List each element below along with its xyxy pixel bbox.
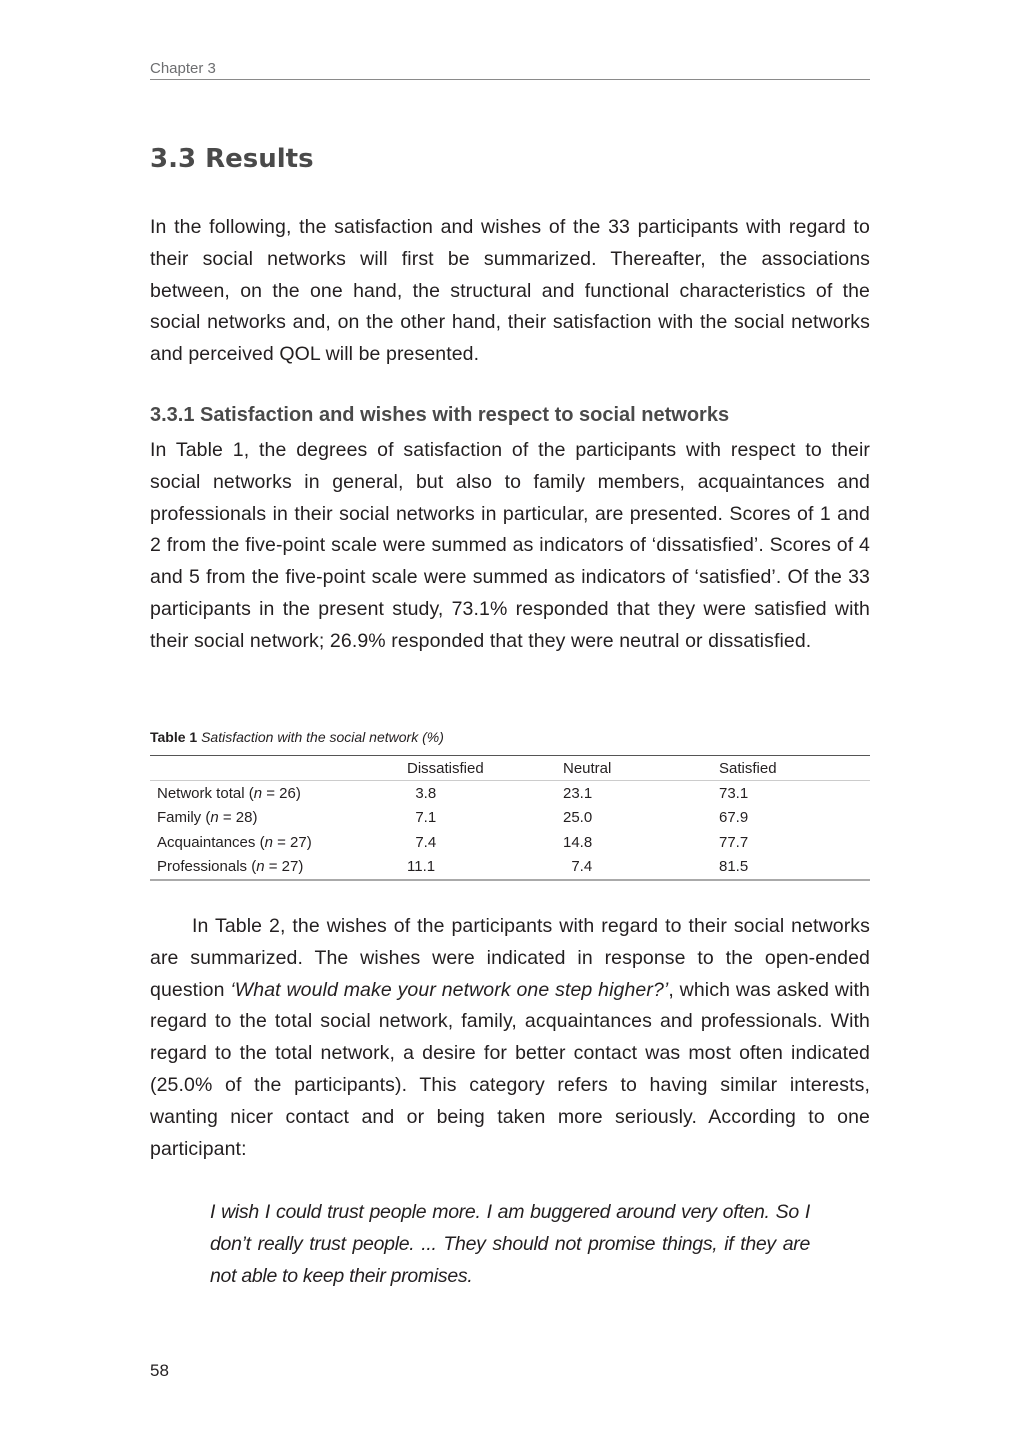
open-question-text: ‘What would make your network one step higher?’ [230, 978, 669, 1001]
column-header: Satisfied [719, 756, 870, 781]
table-row [150, 806, 870, 831]
cell: 7.4 [407, 833, 437, 851]
cell: 14.8 [563, 833, 593, 851]
cell: 7.1 [407, 809, 437, 827]
row-label-n: n [256, 858, 265, 876]
page-number: 58 [150, 1361, 169, 1380]
table-header-row [150, 756, 870, 781]
row-label-n: n [253, 784, 263, 802]
results-intro-paragraph: In the following, the satisfaction and wishes of the 33 participants with regard to their social networks will first be summarized. Thereafter, the associations between, on the one hand, the structural and functional characteristics of the social networks and, on the other hand, their satisfaction with the social networks and perceived QOL will be presented. [150, 216, 870, 366]
row-label-count: = 27) [264, 858, 304, 876]
table-row [150, 830, 870, 855]
cell: 77.7 [719, 833, 749, 851]
table-caption-label: Table 1 [150, 729, 198, 745]
wishes-text-continued: , which was asked with regard to the total social network, family, acquaintances and professionals. With regard to the total network, a desire for better contact was most often indicated (25.0% of the participants). This category refers to having similar interests, wanting nicer contact and or being taken more seriously. According to one participant: [150, 978, 870, 1160]
cell: 3.8 [407, 784, 437, 802]
subsection-title: 3.3.1 Satisfaction and wishes with respect to social networks [150, 404, 730, 426]
cell: 81.5 [719, 858, 749, 876]
cell: 23.1 [563, 784, 593, 802]
section-title: 3.3 Results [150, 144, 314, 174]
row-label [150, 806, 407, 831]
running-head: Chapter 3 [150, 60, 870, 80]
participant-quote: I wish I could trust people more. I am buggered around very often. So I don’t really trust people. ... They should not promise things, if they are not able to keep their promises. [210, 1201, 810, 1287]
table-row [150, 781, 870, 806]
row-label-text: Acquaintances ( [157, 833, 265, 851]
cell: 7.4 [563, 858, 593, 876]
wishes-paragraph [150, 911, 870, 1165]
wishes-text: In Table 2, the wishes of the participants with regard to their social networks are summarized. The wishes were indicated in response to the open-ended question [150, 915, 870, 1001]
row-label-count: = 28) [218, 809, 258, 827]
row-label-count: = 26) [262, 784, 301, 802]
satisfaction-paragraph: In Table 1, the degrees of satisfaction of the participants with respect to their social networks in general, but also to family members, acquaintances and professionals in their social networks in particular, are presented. Scores of 1 and 2 from the five-point scale were summed as indicators of ‘dissatisfied’. Scores of 4 and 5 from the five-point scale were summed as indicators of ‘satisfied’. Of the 33 participants in the present study, 73.1% responded that they were satisfied with their social network; 26.9% responded that they were neutral or dissatisfied. [150, 439, 870, 652]
row-label-text: Network total ( [157, 784, 254, 802]
cell: 67.9 [719, 809, 749, 827]
column-header: Dissatisfied [407, 756, 563, 781]
cell: 73.1 [719, 784, 749, 802]
row-label-text: Family ( [157, 809, 211, 827]
row-label-text: Professionals ( [157, 858, 257, 876]
satisfaction-table [150, 755, 870, 881]
cell: 25.0 [563, 809, 593, 827]
column-header: Neutral [563, 756, 719, 781]
row-label [150, 781, 407, 806]
row-label-count: = 27) [272, 833, 312, 851]
row-label-n: n [210, 809, 219, 827]
table-caption [150, 729, 444, 745]
row-label [150, 830, 407, 855]
row-label [150, 855, 407, 881]
table-row [150, 855, 870, 881]
row-label-n: n [264, 833, 273, 851]
table-caption-text: Satisfaction with the social network (%) [201, 729, 444, 745]
cell: 11.1 [407, 858, 436, 876]
column-header [150, 756, 407, 781]
